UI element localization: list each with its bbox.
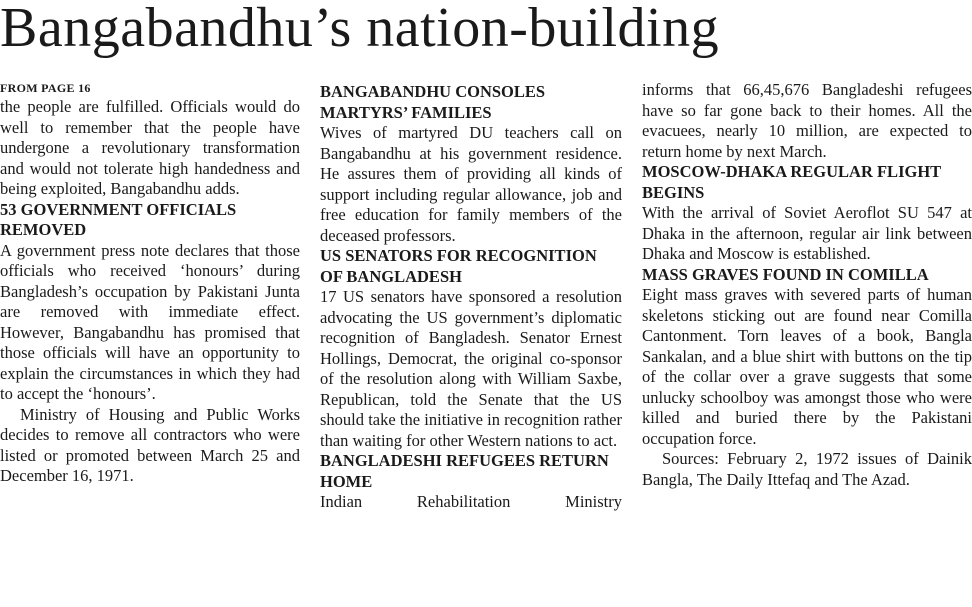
article-column-3 bbox=[642, 80, 972, 607]
subheading: BANGABANDHU CONSOLES MARTYRS’ FAMILIES bbox=[320, 82, 546, 122]
paragraph: A government press note declares that those officials who received ‘honours’ during Bangladesh’s occupation by Pakistani Junta are removed with immediate effect. However, Bangabandhu has promised that those officials will have an opportunity to explain the circumstances in which they had to accept the ‘honours’. bbox=[0, 240, 300, 403]
continued-from-label: FROM PAGE 16 bbox=[0, 81, 91, 95]
paragraph: Wives of martyred DU teachers call on Bangabandhu at his government residence. He assures them of providing all kinds of support including regular allowance, job and free education for family members of the deceased professors. bbox=[320, 123, 622, 245]
subheading: 53 GOVERNMENT OFFICIALS REMOVED bbox=[0, 199, 237, 239]
paragraph: Eight mass graves with severed parts of human skeletons sticking out are found near Comilla Cantonment. Torn leaves of a book, Bangla Sankalan, and a blue shirt with buttons on the tip of the collar over a grave suggests that some unlucky schoolboy was amongst those who were killed and buried there by the Pakistani occupation force. bbox=[642, 285, 972, 448]
subheading: BANGLADESHI REFUGEES RETURN HOME bbox=[320, 451, 609, 491]
article-column-1 bbox=[0, 80, 300, 487]
paragraph: Indian Rehabilitation Ministry bbox=[320, 492, 622, 511]
subheading: MASS GRAVES FOUND IN COMILLA bbox=[642, 264, 929, 284]
paragraph: the people are fulfilled. Officials would do well to remember that the people have undergone a revolutionary transformation and would not tolerate high handedness and being exploited, Bangabandhu adds. bbox=[0, 97, 300, 198]
paragraph: Ministry of Housing and Public Works decides to remove all contractors who were listed or promoted between March 25 and December 16, 1971. bbox=[0, 404, 300, 485]
sources-paragraph: Sources: February 2, 1972 issues of Dainik Bangla, The Daily Ittefaq and The Azad. bbox=[642, 449, 972, 489]
article-column-2 bbox=[320, 82, 622, 513]
paragraph: With the arrival of Soviet Aeroflot SU 547 at Dhaka in the afternoon, regular air link between Dhaka and Moscow is established. bbox=[642, 203, 972, 263]
paragraph: 17 US senators have sponsored a resolution advocating the US government’s diplomatic recognition of Bangladesh. Senator Ernest Hollings, Democrat, the original co-sponsor of the resolution along with William Saxbe, Republican, told the Senate that the US should take the initiative in recognition rather than waiting for other Western nations to act. bbox=[320, 287, 622, 450]
paragraph: informs that 66,45,676 Bangladeshi refugees have so far gone back to their homes. All the evacuees, nearly 10 million, are expected to return home by next March. bbox=[642, 80, 972, 161]
subheading: US SENATORS FOR RECOGNITION OF BANGLADESH bbox=[320, 246, 597, 286]
headline: Bangabandhu’s nation-building bbox=[0, 0, 720, 59]
subheading: MOSCOW-DHAKA REGULAR FLIGHT BEGINS bbox=[642, 162, 941, 202]
